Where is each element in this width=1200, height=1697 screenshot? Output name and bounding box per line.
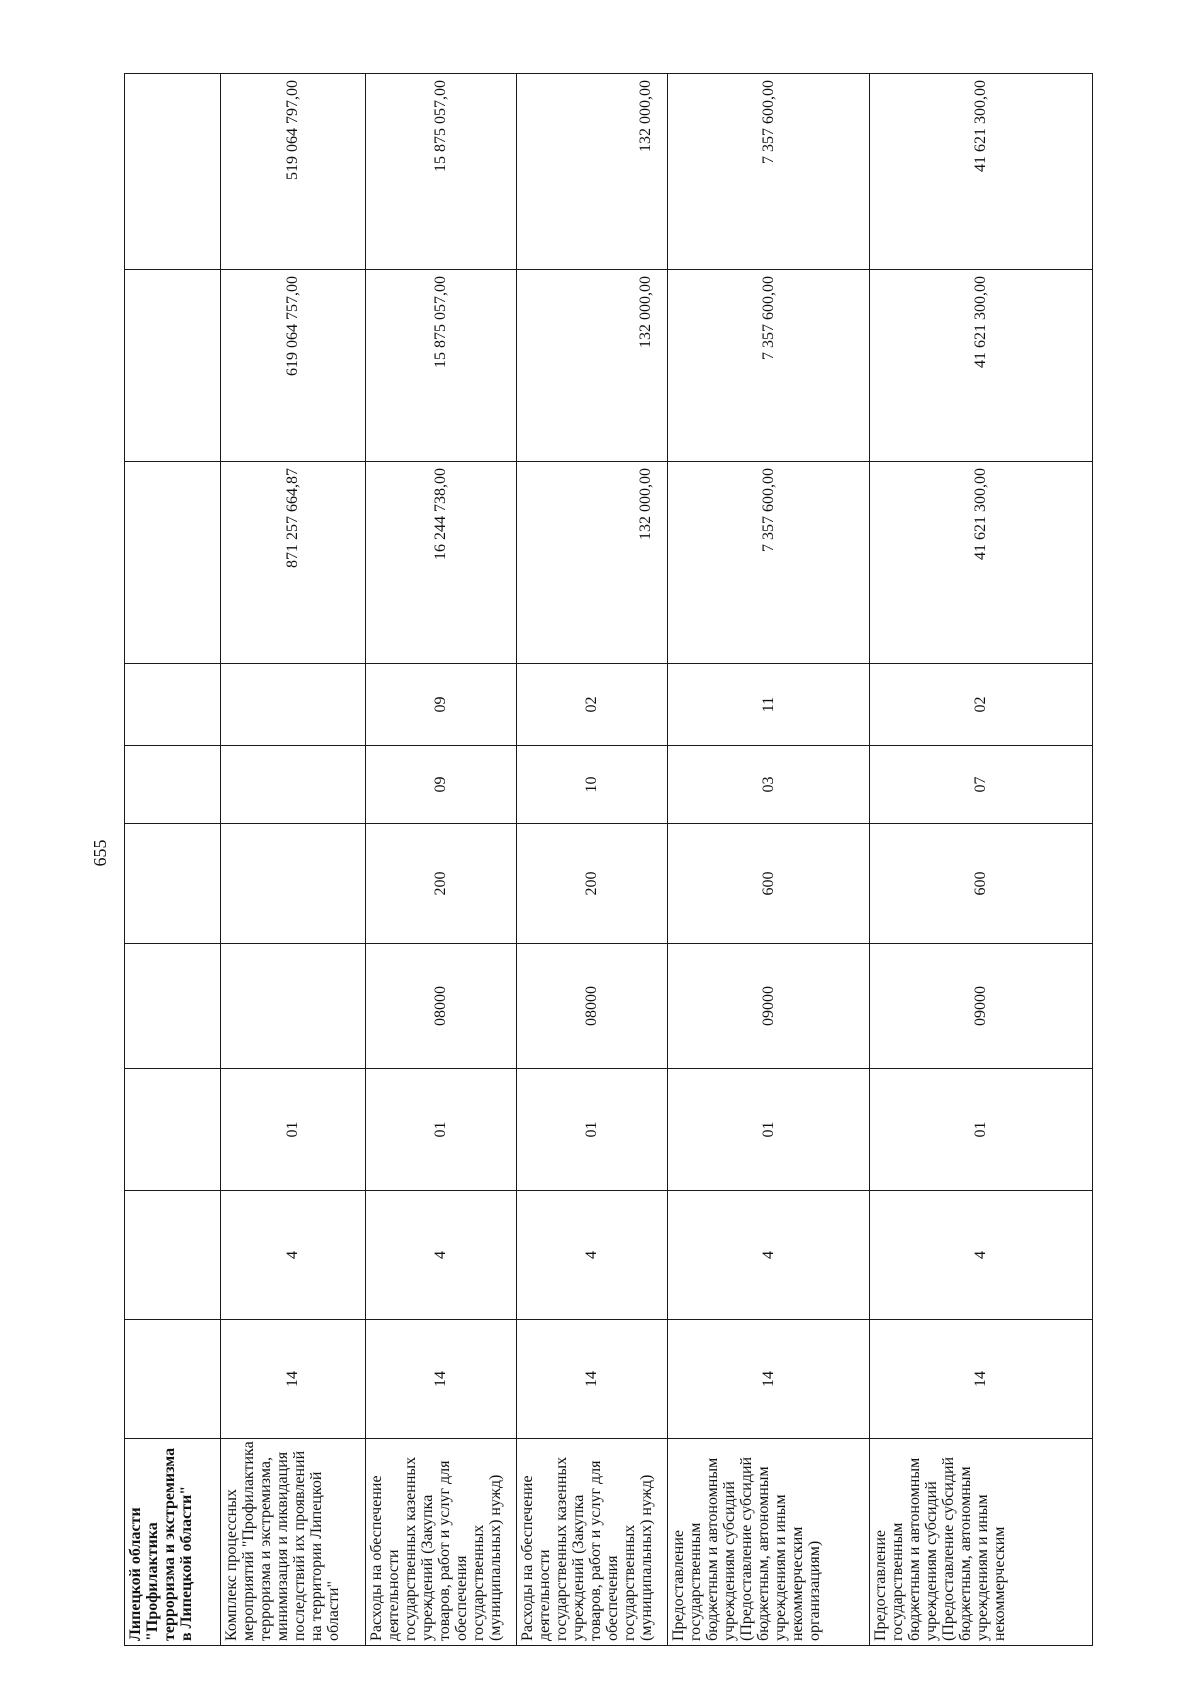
code-cell: 10: [517, 746, 668, 824]
code-cell: 11: [668, 664, 870, 746]
code-cell: 02: [870, 664, 1093, 746]
amount-cell: 7 357 600,00: [668, 270, 870, 462]
code-cell: 200: [366, 824, 517, 944]
amount-cell: 41 621 300,00: [870, 74, 1093, 270]
code-cell: [125, 944, 221, 1069]
code-cell: 600: [870, 824, 1093, 944]
amount-cell: 7 357 600,00: [668, 462, 870, 664]
amount-cell: 41 621 300,00: [870, 462, 1093, 664]
code-cell: 01: [517, 1069, 668, 1191]
amount-cell: [125, 462, 221, 664]
code-cell: 08000: [366, 944, 517, 1069]
code-cell: [221, 664, 366, 746]
amount-cell: 132 000,00: [517, 74, 668, 270]
row-name-cell: Расходы на обеспечение деятельности государственных казенных учреждений (Закупка товаров, работ и услуг для обеспечения государственных (муниципальных) нужд): [517, 1439, 668, 1646]
code-cell: [125, 664, 221, 746]
code-cell: [125, 1320, 221, 1439]
row-name-cell: Предоставление государственным бюджетным и автономным учреждениям субсидий (Предоставление субсидий бюджетным, автономным учреждениям и иным некоммерческим: [870, 1439, 1093, 1646]
amount-cell: 519 064 797,00: [221, 74, 366, 270]
code-cell: [221, 944, 366, 1069]
code-cell: 01: [668, 1069, 870, 1191]
amount-cell: 7 357 600,00: [668, 74, 870, 270]
table-row: [125, 74, 221, 1646]
row-name-cell: Расходы на обеспечение деятельности государственных казенных учреждений (Закупка товаров, работ и услуг для обеспечения государственных (муниципальных) нужд): [366, 1439, 517, 1646]
table-row: [668, 74, 870, 1646]
amount-cell: 16 244 738,00: [366, 462, 517, 664]
amount-cell: 15 875 057,00: [366, 270, 517, 462]
code-cell: [125, 746, 221, 824]
code-cell: 14: [221, 1320, 366, 1439]
amount-cell: [125, 74, 221, 270]
table-row: [366, 74, 517, 1646]
code-cell: 03: [668, 746, 870, 824]
amount-cell: 871 257 664,87: [221, 462, 366, 664]
table-row: [517, 74, 668, 1646]
code-cell: 14: [668, 1320, 870, 1439]
code-cell: [221, 746, 366, 824]
code-cell: 200: [517, 824, 668, 944]
code-cell: 01: [221, 1069, 366, 1191]
code-cell: 09: [366, 746, 517, 824]
code-cell: 4: [366, 1191, 517, 1320]
code-cell: 09000: [870, 944, 1093, 1069]
amount-cell: 132 000,00: [517, 462, 668, 664]
code-cell: 4: [221, 1191, 366, 1320]
table-row: [221, 74, 366, 1646]
code-cell: [125, 824, 221, 944]
code-cell: 02: [517, 664, 668, 746]
table-row: [870, 74, 1093, 1646]
code-cell: 09: [366, 664, 517, 746]
code-cell: 01: [366, 1069, 517, 1191]
amount-cell: 15 875 057,00: [366, 74, 517, 270]
row-name-cell: Липецкой области "Профилактика терроризма и экстремизма в Липецкой области": [125, 1439, 221, 1646]
code-cell: 4: [668, 1191, 870, 1320]
code-cell: 08000: [517, 944, 668, 1069]
amount-cell: 41 621 300,00: [870, 270, 1093, 462]
page-number: 655: [90, 839, 110, 867]
code-cell: 01: [870, 1069, 1093, 1191]
code-cell: 14: [870, 1320, 1093, 1439]
budget-table: [124, 73, 1093, 1646]
amount-cell: [125, 270, 221, 462]
code-cell: 14: [517, 1320, 668, 1439]
code-cell: [125, 1069, 221, 1191]
code-cell: 4: [517, 1191, 668, 1320]
code-cell: 600: [668, 824, 870, 944]
row-name-cell: Комплекс процессных мероприятий "Профилактика терроризма и экстремизма, минимизация и ликвидация последствий их проявлений на территории Липецкой области": [221, 1439, 366, 1646]
code-cell: 07: [870, 746, 1093, 824]
amount-cell: 619 064 757,00: [221, 270, 366, 462]
code-cell: 14: [366, 1320, 517, 1439]
amount-cell: 132 000,00: [517, 270, 668, 462]
rotated-table-container: [124, 74, 1092, 1646]
code-cell: [125, 1191, 221, 1320]
code-cell: 4: [870, 1191, 1093, 1320]
code-cell: 09000: [668, 944, 870, 1069]
code-cell: [221, 824, 366, 944]
row-name-cell: Предоставление государственным бюджетным и автономным учреждениям субсидий (Предоставление субсидий бюджетным, автономным учреждениям и иным некоммерческим организациям): [668, 1439, 870, 1646]
